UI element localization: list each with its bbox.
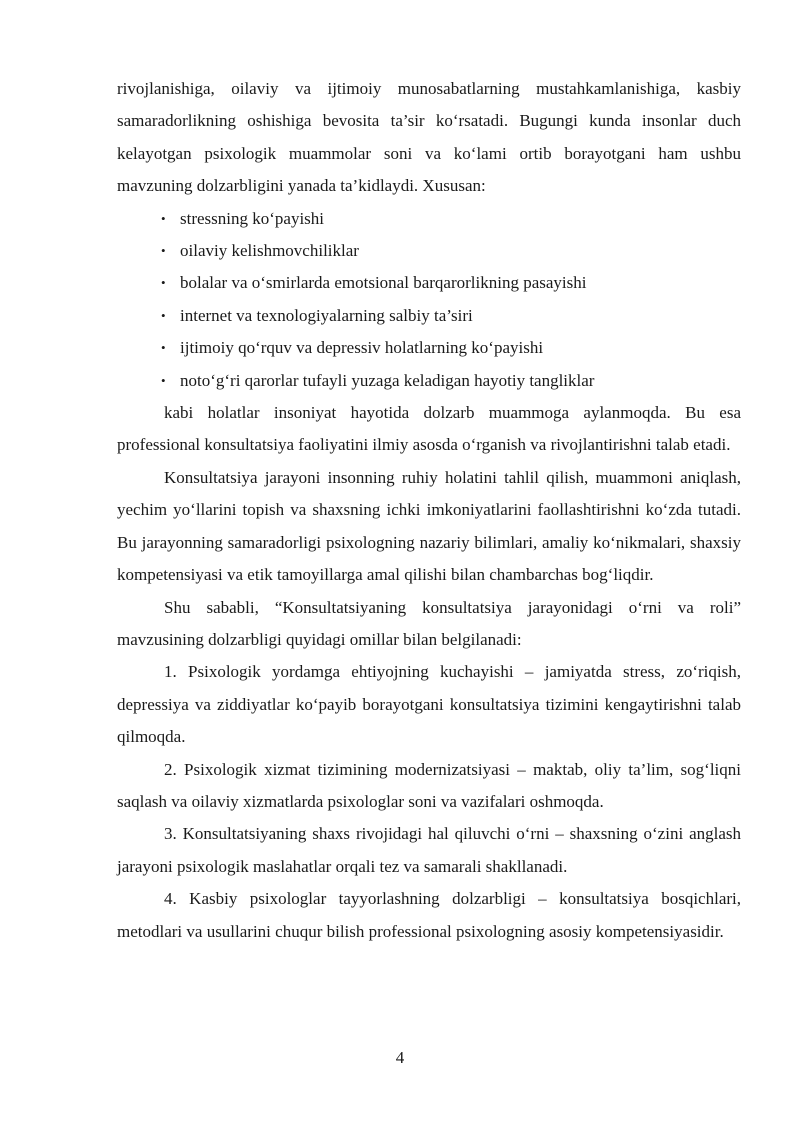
- paragraph-relevance-intro: Shu sababli, “Konsultatsiyaning konsultatsiya jarayonidagi o‘rni va roli” mavzusining dolzarbligi quyidagi omillar bilan belgilanadi:: [117, 597, 741, 649]
- list-item: • bolalar va o‘smirlarda emotsional barqarorlikning pasayishi: [161, 267, 741, 299]
- list-item: • internet va texnologiyalarning salbiy ta’siri: [161, 300, 741, 332]
- paragraph-consultation-process: Konsultatsiya jarayoni insonning ruhiy holatini tahlil qilish, muammoni aniqlash, yechim yo‘llarini topish va shaxsning ichki imkoniyatlarini faollashtirishni ko‘zda tutadi. Bu jarayonning samaradorligi psixologning nazariy bilimlari, amaliy ko‘nikmalari, shaxsiy kompetensiyasi va etik tamoyillarga amal qilishi bilan chambarchas bog‘liqdir.: [117, 467, 741, 585]
- paragraph-intro: rivojlanishiga, oilaviy va ijtimoiy munosabatlarning mustahkamlanishiga, kasbiy samaradorlikning oshishiga bevosita ta’sir ko‘rsatadi. Bugungi kunda insonlar duch kelayotgan psixologik muammolar soni va ko‘lami ortib borayotgani ham ushbu mavzuning dolzarbligini yanada ta’kidlaydi. Xususan:: [117, 79, 741, 196]
- page-number: 4: [395, 1048, 405, 1067]
- list-item: • noto‘g‘ri qarorlar tufayli yuzaga keladigan hayotiy tangliklar: [161, 365, 741, 397]
- bullet-icon: •: [161, 210, 166, 226]
- list-item: • oilaviy kelishmovchiliklar: [161, 235, 741, 267]
- bullet-icon: •: [161, 275, 166, 291]
- numbered-item: 3. Konsultatsiyaning shaxs rivojidagi hal qiluvchi o‘rni – shaxsning o‘zini anglash jarayoni psixologik maslahatlar orqali tez va samarali shakllanadi.: [117, 824, 741, 876]
- bullet-icon: •: [161, 372, 166, 388]
- bullet-list: [117, 203, 741, 397]
- document-page: [117, 73, 741, 948]
- bullet-icon: •: [161, 243, 166, 259]
- bullet-icon: •: [161, 307, 166, 323]
- list-item: • stressning ko‘payishi: [161, 203, 741, 235]
- list-item: • ijtimoiy qo‘rquv va depressiv holatlarning ko‘payishi: [161, 332, 741, 364]
- paragraph-continuation: kabi holatlar insoniyat hayotida dolzarb muammoga aylanmoqda. Bu esa professional konsultatsiya faoliyatini ilmiy asosda o‘rganish va rivojlantirishni talab etadi.: [117, 403, 741, 455]
- numbered-item: 2. Psixologik xizmat tizimining modernizatsiyasi – maktab, oliy ta’lim, sog‘liqni saqlash va oilaviy xizmatlarda psixologlar soni va vazifalari oshmoqda.: [117, 759, 741, 811]
- numbered-item: 1. Psixologik yordamga ehtiyojning kuchayishi – jamiyatda stress, zo‘riqish, depressiya va ziddiyatlar ko‘payib borayotgani konsultatsiya tizimini kengaytirishni talab qilmoqda.: [117, 662, 741, 747]
- numbered-item: 4. Kasbiy psixologlar tayyorlashning dolzarbligi – konsultatsiya bosqichlari, metodlari va usullarini chuqur bilish professional psixologning asosiy kompetensiyasidir.: [117, 889, 741, 941]
- bullet-icon: •: [161, 340, 166, 356]
